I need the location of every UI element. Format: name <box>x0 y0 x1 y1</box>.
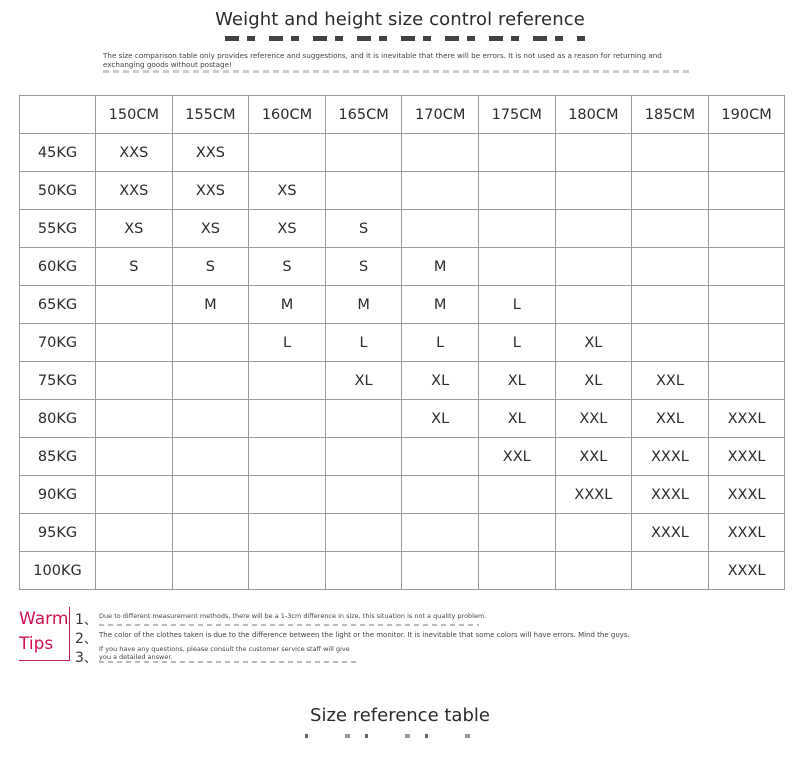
size-cell: XXS <box>96 172 173 210</box>
height-header-cell: 185CM <box>632 96 709 134</box>
size-cell <box>632 210 709 248</box>
size-cell: L <box>478 324 555 362</box>
title-ghost-strokes <box>225 36 585 41</box>
size-cell <box>555 286 632 324</box>
size-cell <box>325 172 402 210</box>
weight-label-cell: 100KG <box>20 552 96 590</box>
size-cell <box>402 514 479 552</box>
size-cell <box>96 514 173 552</box>
weight-label-cell: 85KG <box>20 438 96 476</box>
warm-tips-label-line2: Tips <box>19 634 54 654</box>
table-row <box>20 438 785 476</box>
weight-label-cell: 75KG <box>20 362 96 400</box>
size-cell <box>172 400 249 438</box>
size-cell <box>325 514 402 552</box>
page-title: Weight and height size control reference <box>215 9 585 30</box>
size-cell <box>402 172 479 210</box>
size-cell <box>555 134 632 172</box>
height-header-cell: 155CM <box>172 96 249 134</box>
size-cell: M <box>402 286 479 324</box>
size-cell <box>325 552 402 590</box>
table-header-row <box>20 96 785 134</box>
size-cell <box>249 476 326 514</box>
size-cell: XL <box>555 324 632 362</box>
weight-label-cell: 60KG <box>20 248 96 286</box>
size-cell <box>249 438 326 476</box>
size-cell <box>172 476 249 514</box>
size-cell: XS <box>249 172 326 210</box>
size-cell <box>632 134 709 172</box>
table-row <box>20 324 785 362</box>
weight-label-cell: 95KG <box>20 514 96 552</box>
size-cell <box>632 172 709 210</box>
size-cell <box>555 172 632 210</box>
footer-ghost-strokes <box>305 734 480 738</box>
tip-ghost-3 <box>99 661 359 663</box>
size-cell <box>325 476 402 514</box>
size-cell: XXS <box>96 134 173 172</box>
size-cell <box>249 514 326 552</box>
size-cell <box>555 514 632 552</box>
size-cell: XXXL <box>708 476 785 514</box>
table-row <box>20 172 785 210</box>
size-cell: XXS <box>172 172 249 210</box>
table-row <box>20 476 785 514</box>
size-cell: XXXL <box>708 400 785 438</box>
size-cell: XL <box>555 362 632 400</box>
size-cell: XXL <box>632 400 709 438</box>
size-cell: M <box>402 248 479 286</box>
size-cell <box>325 438 402 476</box>
size-cell <box>478 514 555 552</box>
size-cell <box>708 134 785 172</box>
size-cell <box>96 476 173 514</box>
size-cell <box>172 438 249 476</box>
size-cell: XL <box>402 400 479 438</box>
size-chart-table <box>19 95 785 590</box>
size-cell: XXXL <box>632 476 709 514</box>
size-cell <box>555 552 632 590</box>
size-cell <box>96 438 173 476</box>
size-cell <box>632 248 709 286</box>
warm-tips-label-line1: Warm <box>19 609 69 629</box>
size-cell <box>708 362 785 400</box>
size-cell: S <box>325 248 402 286</box>
tip-number-2: 2、 <box>75 631 98 647</box>
size-cell: XXXL <box>632 514 709 552</box>
table-row <box>20 210 785 248</box>
tip-number-3: 3、 <box>75 650 98 666</box>
size-cell <box>249 362 326 400</box>
size-cell <box>632 552 709 590</box>
size-cell <box>96 400 173 438</box>
size-cell <box>325 400 402 438</box>
disclaimer-text: The size comparison table only provides reference and suggestions, and it is inevitable that there will be errors. It is not used as a reason for returning and exchanging goods without postage! <box>103 51 662 69</box>
warm-tips-label <box>19 607 70 661</box>
size-cell <box>172 552 249 590</box>
tip-ghost-1 <box>99 624 479 626</box>
table-row <box>20 400 785 438</box>
size-cell: L <box>478 286 555 324</box>
tip-number-1: 1、 <box>75 612 98 628</box>
size-cell: XS <box>249 210 326 248</box>
tip-text-1: Due to different measurement methods, there will be a 1-3cm difference in size, this situation is not a quality problem. <box>99 612 487 620</box>
size-cell: L <box>249 324 326 362</box>
size-cell <box>402 438 479 476</box>
height-header-cell: 165CM <box>325 96 402 134</box>
size-cell <box>708 210 785 248</box>
size-cell <box>402 476 479 514</box>
size-cell <box>708 248 785 286</box>
size-cell <box>555 248 632 286</box>
size-cell: L <box>325 324 402 362</box>
size-cell: XXL <box>555 438 632 476</box>
size-table-body <box>20 96 785 590</box>
height-header-cell: 160CM <box>249 96 326 134</box>
size-cell <box>478 172 555 210</box>
size-cell <box>478 134 555 172</box>
height-header-cell: 180CM <box>555 96 632 134</box>
size-cell: XL <box>478 400 555 438</box>
size-cell: S <box>325 210 402 248</box>
table-row <box>20 552 785 590</box>
size-cell <box>96 286 173 324</box>
size-cell <box>708 324 785 362</box>
size-cell: XXL <box>478 438 555 476</box>
size-cell <box>555 210 632 248</box>
table-corner-cell <box>20 96 96 134</box>
size-cell: S <box>172 248 249 286</box>
size-cell <box>402 552 479 590</box>
size-cell <box>632 286 709 324</box>
size-cell: XXS <box>172 134 249 172</box>
footer-title: Size reference table <box>310 705 490 726</box>
size-cell <box>249 134 326 172</box>
tip-text-2: The color of the clothes taken is due to the difference between the light or the monitor. It is inevitable that some colors will have errors. Mind the guys. <box>99 631 630 639</box>
size-cell <box>96 362 173 400</box>
size-cell <box>478 552 555 590</box>
size-cell <box>249 400 326 438</box>
height-header-cell: 150CM <box>96 96 173 134</box>
size-cell: XXL <box>555 400 632 438</box>
size-cell: S <box>96 248 173 286</box>
weight-label-cell: 65KG <box>20 286 96 324</box>
size-cell: M <box>249 286 326 324</box>
size-cell <box>172 362 249 400</box>
table-row <box>20 286 785 324</box>
table-row <box>20 248 785 286</box>
weight-label-cell: 80KG <box>20 400 96 438</box>
size-cell: XL <box>325 362 402 400</box>
size-cell <box>172 514 249 552</box>
size-cell: XL <box>478 362 555 400</box>
height-header-cell: 170CM <box>402 96 479 134</box>
size-cell <box>96 324 173 362</box>
size-cell: L <box>402 324 479 362</box>
size-cell: XS <box>96 210 173 248</box>
size-cell: S <box>249 248 326 286</box>
size-cell <box>708 172 785 210</box>
size-cell: XXXL <box>708 438 785 476</box>
size-cell: M <box>325 286 402 324</box>
size-cell <box>402 210 479 248</box>
size-cell: XL <box>402 362 479 400</box>
size-cell <box>325 134 402 172</box>
tip-text-3: If you have any questions, please consult the customer service staff will give you a detailed answer. <box>99 645 350 661</box>
weight-label-cell: 70KG <box>20 324 96 362</box>
size-cell: XS <box>172 210 249 248</box>
size-cell <box>708 286 785 324</box>
size-cell: XXXL <box>708 514 785 552</box>
height-header-cell: 175CM <box>478 96 555 134</box>
size-cell <box>478 210 555 248</box>
size-cell: XXXL <box>555 476 632 514</box>
size-cell: XXXL <box>632 438 709 476</box>
weight-label-cell: 50KG <box>20 172 96 210</box>
weight-label-cell: 45KG <box>20 134 96 172</box>
size-cell <box>96 552 173 590</box>
weight-label-cell: 55KG <box>20 210 96 248</box>
size-cell: M <box>172 286 249 324</box>
disclaimer-ghost-strokes <box>103 70 693 73</box>
height-header-cell: 190CM <box>708 96 785 134</box>
size-cell <box>402 134 479 172</box>
size-cell <box>249 552 326 590</box>
table-row <box>20 362 785 400</box>
table-row <box>20 134 785 172</box>
size-cell <box>172 324 249 362</box>
size-cell <box>478 476 555 514</box>
size-cell: XXXL <box>708 552 785 590</box>
size-cell <box>478 248 555 286</box>
weight-label-cell: 90KG <box>20 476 96 514</box>
size-cell: XXL <box>632 362 709 400</box>
size-cell <box>632 324 709 362</box>
table-row <box>20 514 785 552</box>
